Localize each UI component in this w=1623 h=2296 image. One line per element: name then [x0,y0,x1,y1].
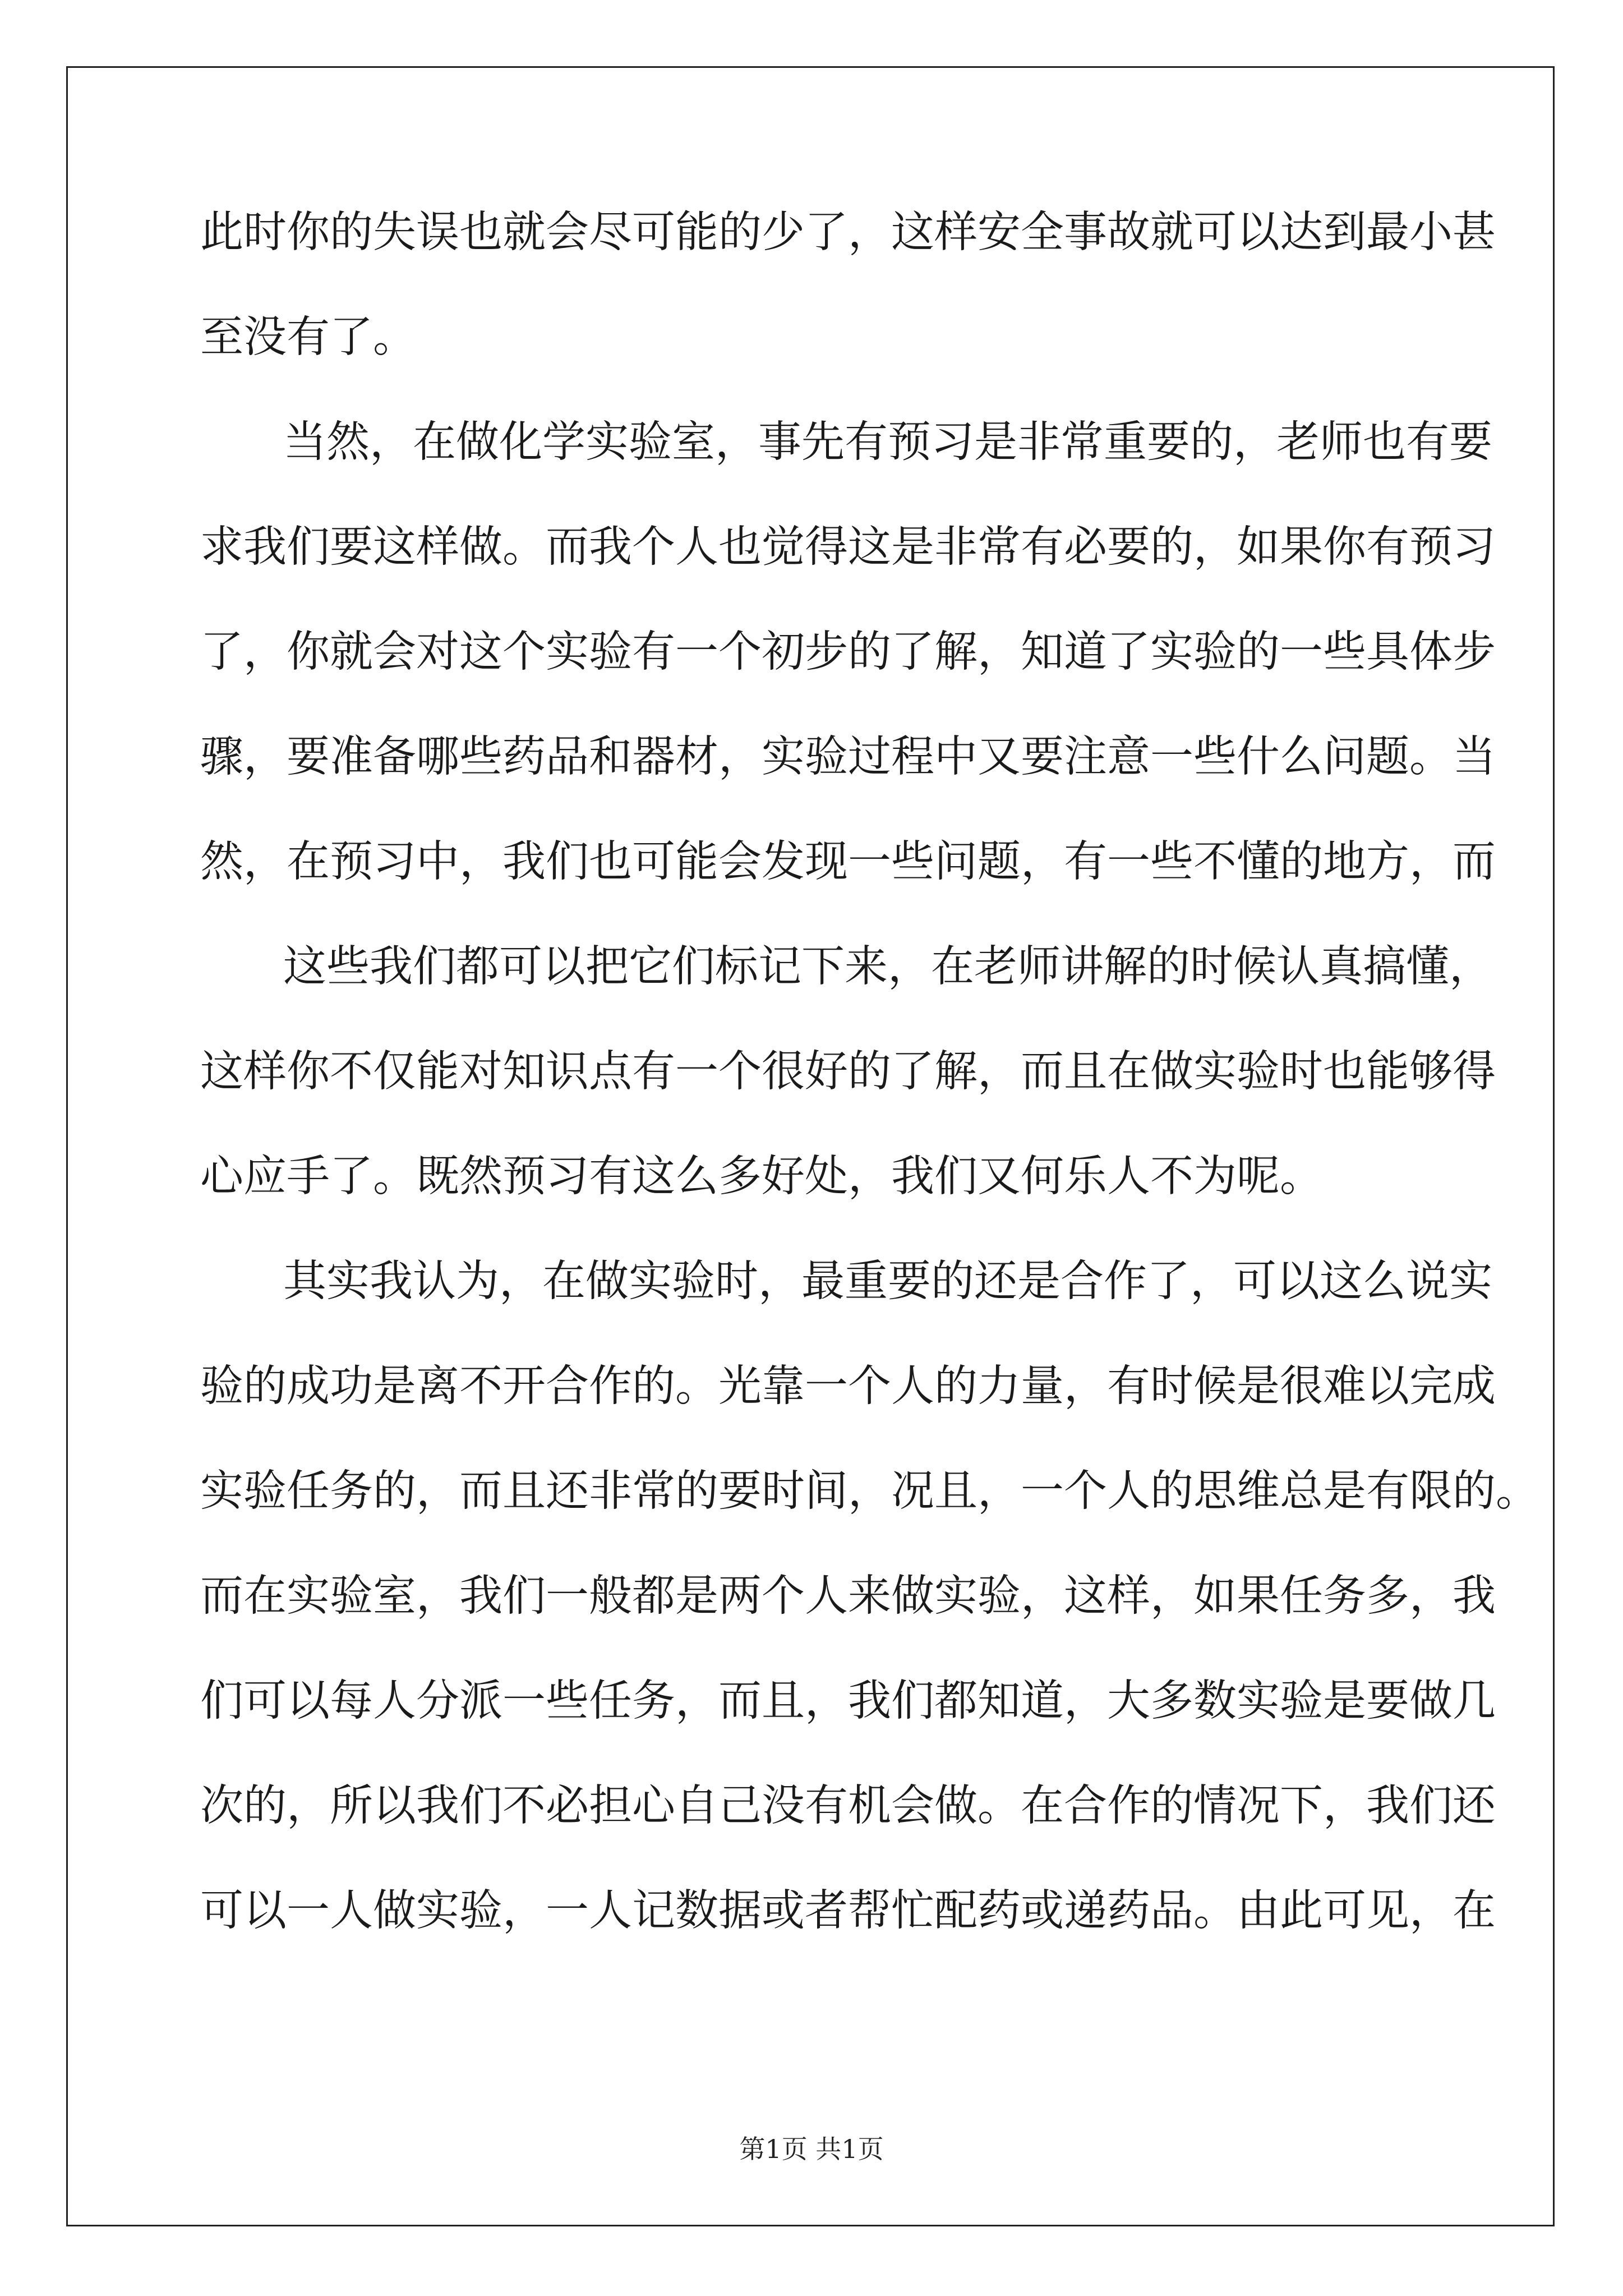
paragraph-first-line: 其实我认为，在做实验时，最重要的还是合作了，可以这么说实 [283,1257,1492,1306]
text-line: 然，在预习中，我们也可能会发现一些问题，有一些不懂的地方，而 [200,837,1496,887]
text-line: 验的成功是离不开合作的。光靠一个人的力量，有时候是很难以完成 [200,1361,1496,1411]
paragraph-first-line: 这些我们都可以把它们标记下来，在老师讲解的时候认真搞懂， [283,942,1492,992]
text-line: 而在实验室，我们一般都是两个人来做实验，这样，如果任务多，我 [200,1571,1496,1621]
text-line: 至没有了。 [200,312,416,362]
text-line: 这样你不仅能对知识点有一个很好的了解，而且在做实验时也能够得 [200,1047,1496,1097]
text-line: 次的，所以我们不必担心自己没有机会做。在合作的情况下，我们还 [200,1781,1496,1831]
paragraph-first-line: 当然，在做化学实验室，事先有预习是非常重要的，老师也有要 [283,417,1492,467]
text-line: 此时你的失误也就会尽可能的少了，这样安全事故就可以达到最小甚 [200,208,1496,257]
text-line: 心应手了。既然预习有这么多好处，我们又何乐人不为呢。 [200,1152,1323,1202]
text-line: 实验任务的，而且还非常的要时间，况且，一个人的思维总是有限的。 [200,1466,1539,1516]
text-line: 骤，要准备哪些药品和器材，实验过程中又要注意一些什么问题。当 [200,732,1496,782]
text-line: 了，你就会对这个实验有一个初步的了解，知道了实验的一些具体步 [200,627,1496,677]
text-line: 可以一人做实验，一人记数据或者帮忙配药或递药品。由此可见，在 [200,1886,1496,1936]
page-number-footer: 第1页 共1页 [739,2134,884,2164]
text-line: 求我们要这样做。而我个人也觉得这是非常有必要的，如果你有预习 [200,522,1496,572]
text-line: 们可以每人分派一些任务，而且，我们都知道，大多数实验是要做几 [200,1676,1496,1726]
